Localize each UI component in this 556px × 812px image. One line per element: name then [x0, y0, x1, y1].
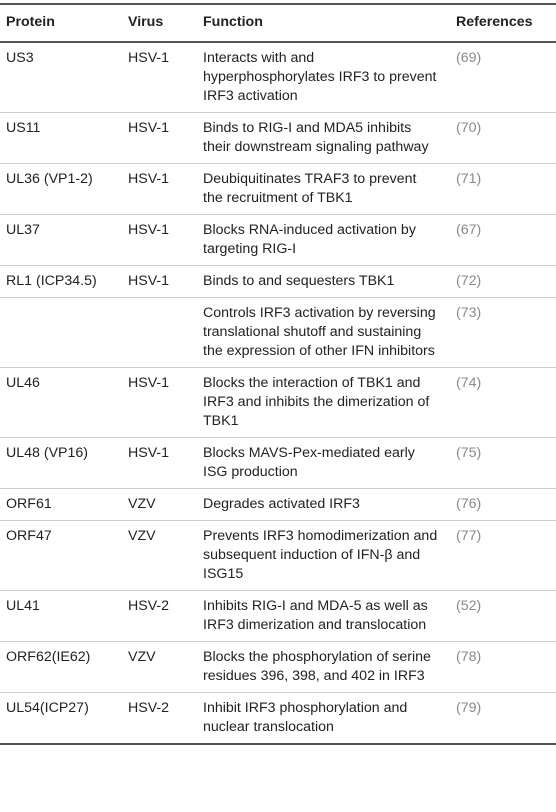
- function-cell: Blocks MAVS-Pex-mediated early ISG production: [197, 438, 448, 489]
- protein-cell: ORF61: [0, 489, 122, 521]
- header-function: Function: [197, 4, 448, 42]
- virus-cell: HSV-2: [122, 591, 197, 642]
- table-row: [0, 642, 556, 693]
- protein-cell: US3: [0, 42, 122, 113]
- table-row: [0, 591, 556, 642]
- protein-function-table: [0, 3, 556, 745]
- virus-cell: HSV-1: [122, 164, 197, 215]
- virus-cell: HSV-2: [122, 693, 197, 745]
- table-row: [0, 693, 556, 745]
- virus-cell: HSV-1: [122, 42, 197, 113]
- table-row: [0, 164, 556, 215]
- protein-cell: UL54(ICP27): [0, 693, 122, 745]
- function-cell: Blocks the interaction of TBK1 and IRF3 and inhibits the dimerization of TBK1: [197, 368, 448, 438]
- virus-cell-empty: [122, 298, 197, 368]
- reference-link[interactable]: (72): [448, 266, 556, 298]
- protein-cell: RL1 (ICP34.5): [0, 266, 122, 298]
- header-row: [0, 4, 556, 42]
- reference-link[interactable]: (74): [448, 368, 556, 438]
- table-row: [0, 438, 556, 489]
- table-row: [0, 113, 556, 164]
- reference-link[interactable]: (73): [448, 298, 556, 368]
- header-references: References: [448, 4, 556, 42]
- reference-link[interactable]: (67): [448, 215, 556, 266]
- virus-cell: VZV: [122, 642, 197, 693]
- reference-link[interactable]: (52): [448, 591, 556, 642]
- reference-link[interactable]: (77): [448, 521, 556, 591]
- protein-cell-empty: [0, 298, 122, 368]
- table-header: [0, 4, 556, 42]
- virus-cell: VZV: [122, 489, 197, 521]
- function-cell: Deubiquitinates TRAF3 to prevent the recruitment of TBK1: [197, 164, 448, 215]
- function-cell: Prevents IRF3 homodimerization and subsequent induction of IFN-β and ISG15: [197, 521, 448, 591]
- protein-cell: UL41: [0, 591, 122, 642]
- reference-link[interactable]: (71): [448, 164, 556, 215]
- header-protein: Protein: [0, 4, 122, 42]
- virus-cell: HSV-1: [122, 266, 197, 298]
- protein-cell: UL48 (VP16): [0, 438, 122, 489]
- reference-link[interactable]: (69): [448, 42, 556, 113]
- table-body: [0, 42, 556, 744]
- virus-cell: HSV-1: [122, 215, 197, 266]
- table-row: [0, 215, 556, 266]
- function-cell: Inhibit IRF3 phosphorylation and nuclear translocation: [197, 693, 448, 745]
- table-row: [0, 521, 556, 591]
- function-cell: Blocks the phosphorylation of serine residues 396, 398, and 402 in IRF3: [197, 642, 448, 693]
- protein-cell: UL36 (VP1-2): [0, 164, 122, 215]
- table-row: [0, 489, 556, 521]
- protein-cell: US11: [0, 113, 122, 164]
- protein-cell: UL46: [0, 368, 122, 438]
- function-cell: Blocks RNA-induced activation by targeting RIG-I: [197, 215, 448, 266]
- header-virus: Virus: [122, 4, 197, 42]
- protein-cell: UL37: [0, 215, 122, 266]
- reference-link[interactable]: (78): [448, 642, 556, 693]
- reference-link[interactable]: (76): [448, 489, 556, 521]
- function-cell: Binds to and sequesters TBK1: [197, 266, 448, 298]
- function-cell: Inhibits RIG-I and MDA-5 as well as IRF3 dimerization and translocation: [197, 591, 448, 642]
- function-cell: Interacts with and hyperphosphorylates IRF3 to prevent IRF3 activation: [197, 42, 448, 113]
- virus-cell: HSV-1: [122, 368, 197, 438]
- protein-cell: ORF62(IE62): [0, 642, 122, 693]
- function-cell: Degrades activated IRF3: [197, 489, 448, 521]
- table-row: [0, 42, 556, 113]
- protein-cell: ORF47: [0, 521, 122, 591]
- table-row: [0, 298, 556, 368]
- table-row: [0, 266, 556, 298]
- reference-link[interactable]: (75): [448, 438, 556, 489]
- function-cell: Controls IRF3 activation by reversing translational shutoff and sustaining the expression of other IFN inhibitors: [197, 298, 448, 368]
- virus-cell: HSV-1: [122, 113, 197, 164]
- table-row: [0, 368, 556, 438]
- reference-link[interactable]: (70): [448, 113, 556, 164]
- virus-cell: VZV: [122, 521, 197, 591]
- function-cell: Binds to RIG-I and MDA5 inhibits their downstream signaling pathway: [197, 113, 448, 164]
- virus-cell: HSV-1: [122, 438, 197, 489]
- reference-link[interactable]: (79): [448, 693, 556, 745]
